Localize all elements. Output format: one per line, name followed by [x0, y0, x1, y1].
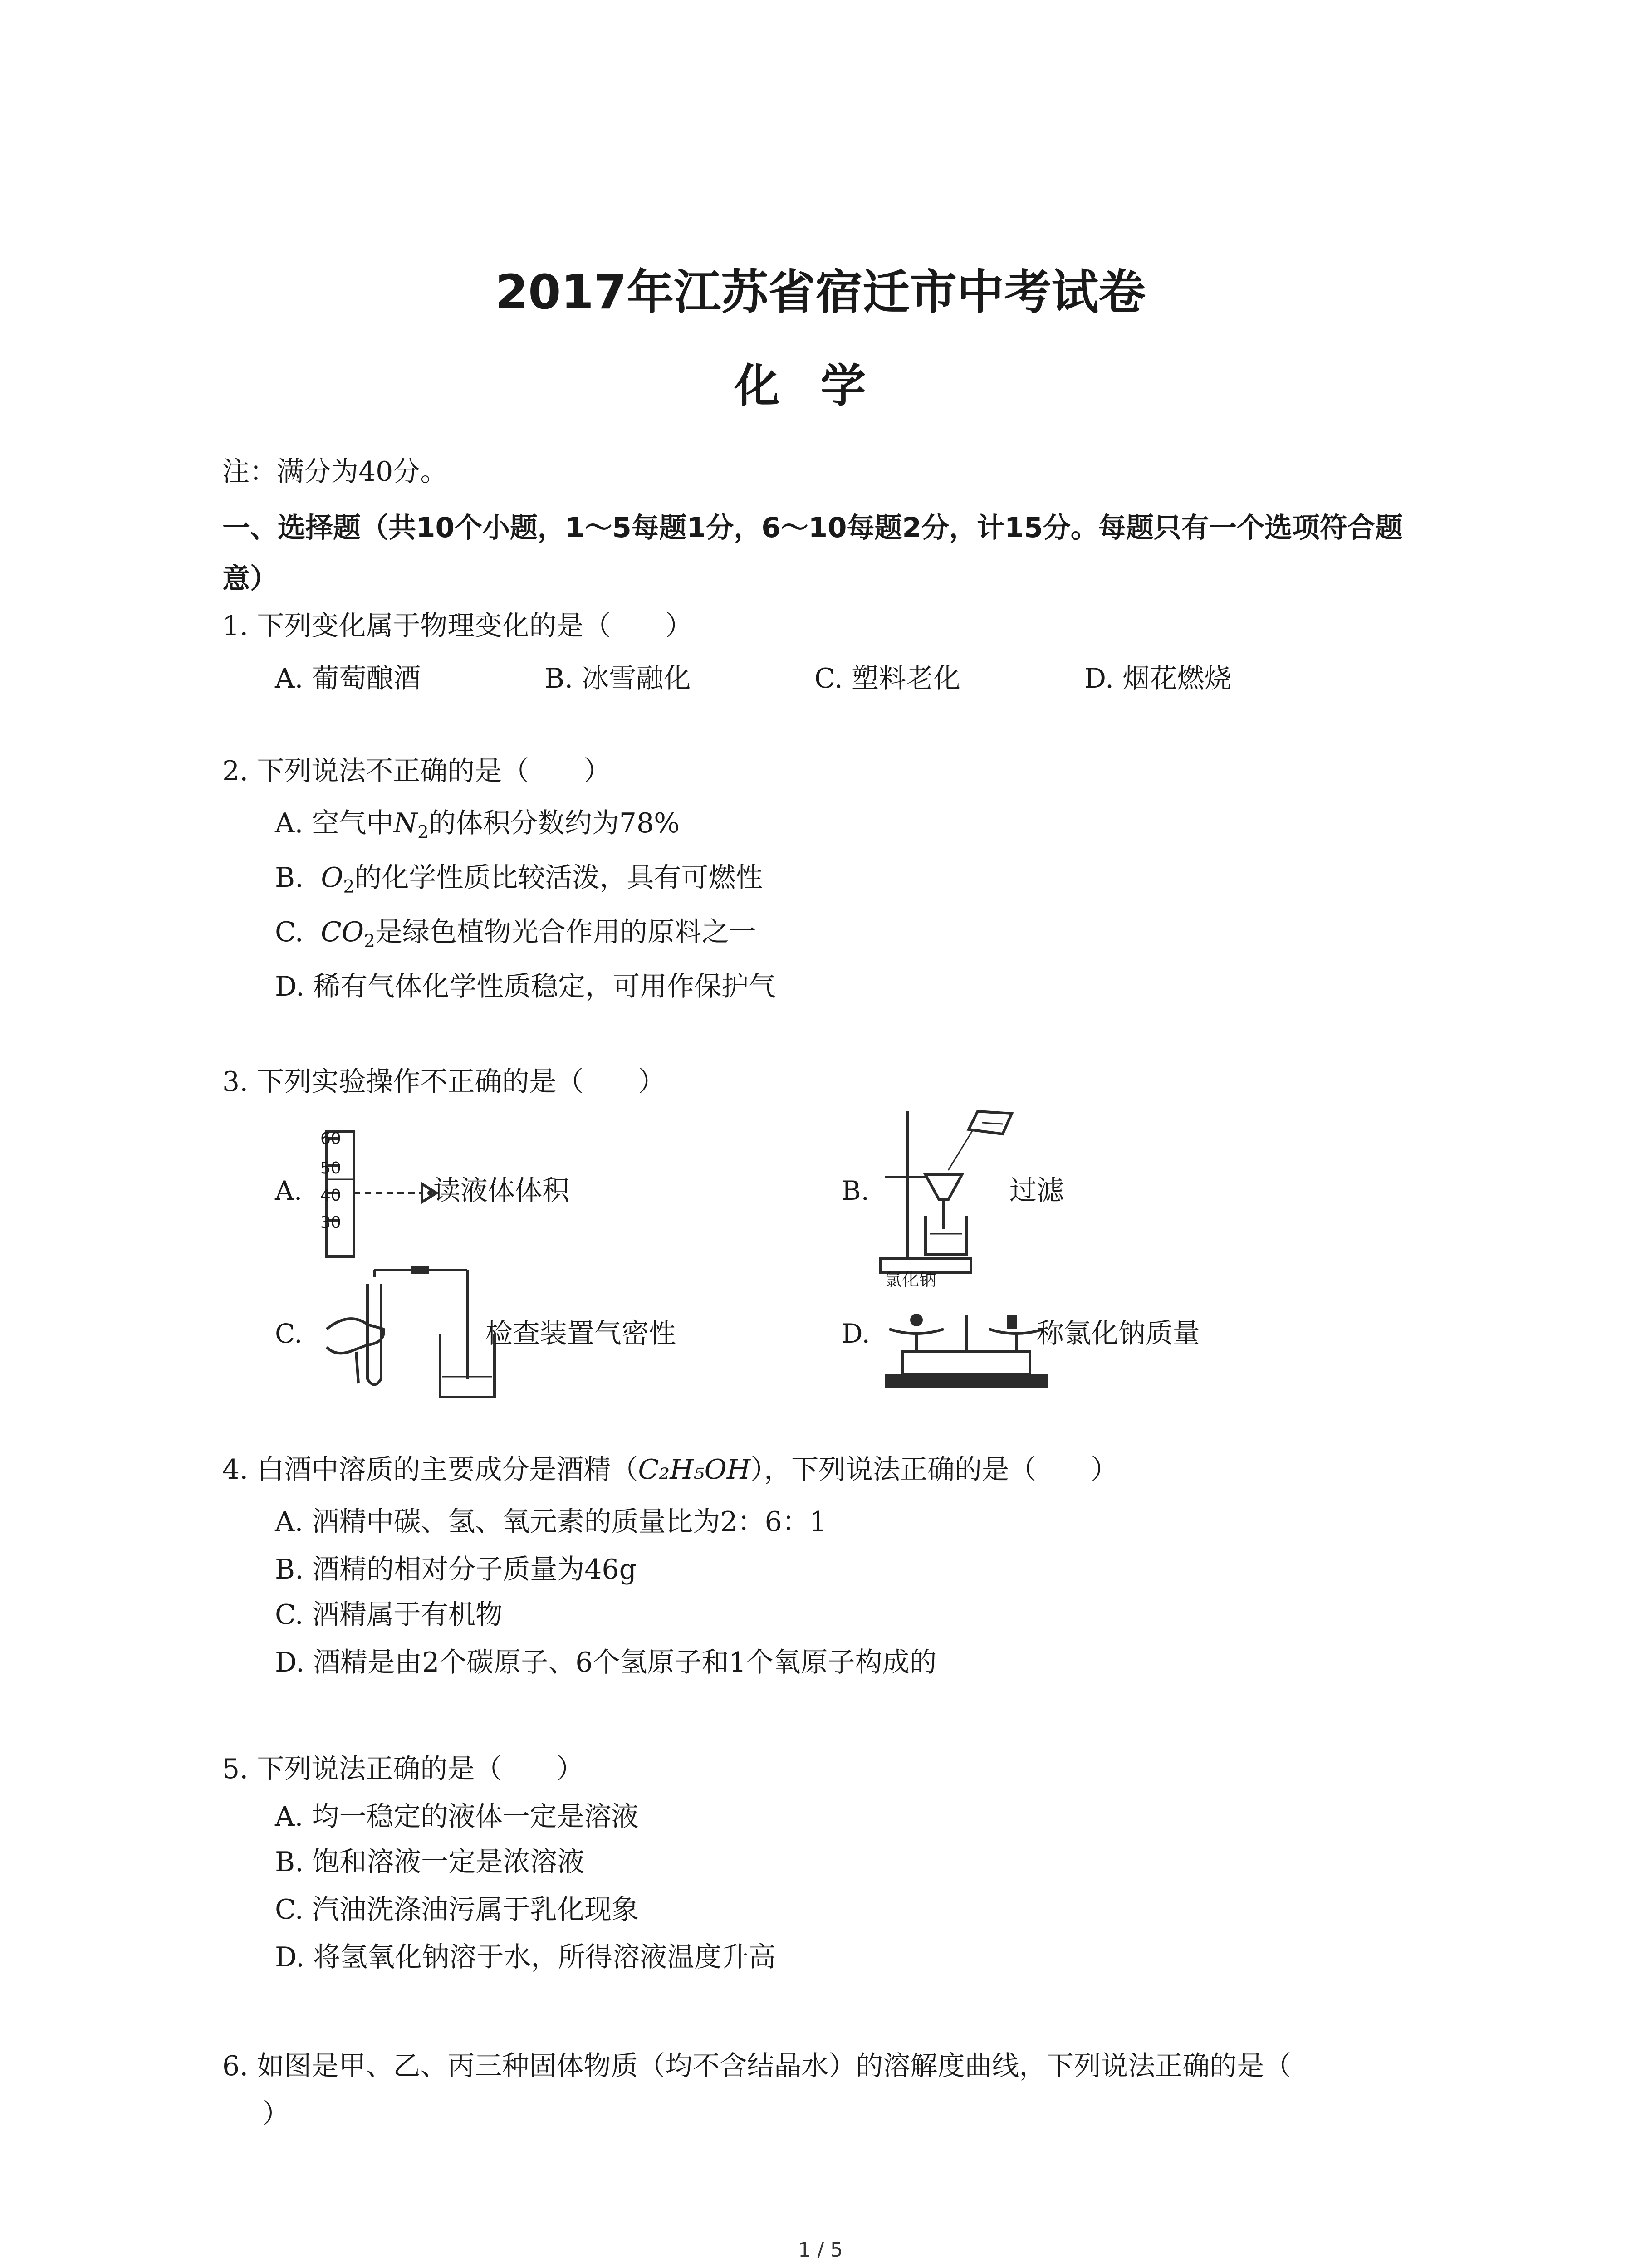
q2-option-c [275, 914, 756, 960]
q4-option-d: D. 酒精是由2个碳原子、6个氢原子和1个氧原子构成的 [275, 1647, 937, 1678]
q5-option-b: B. 饱和溶液一定是浓溶液 [275, 1846, 585, 1878]
q2-c-subscript: 2 [364, 931, 375, 952]
q2-c-prefix: C. [275, 916, 321, 948]
question-1-stem: 1. 下列变化属于物理变化的是（ ） [222, 610, 693, 642]
q2-c-suffix: 是绿色植物光合作用的原料之一 [375, 916, 756, 948]
q3-caption-a: 读液体体积 [433, 1175, 569, 1207]
q5-option-d: D. 将氢氧化钠溶于水，所得溶液温度升高 [275, 1941, 776, 1973]
q2-a-suffix: 的体积分数约为78% [428, 807, 680, 839]
q5-option-c: C. 汽油洗涤油污属于乳化现象 [275, 1894, 639, 1926]
q3-caption-d: 称氯化钠质量 [1037, 1318, 1200, 1349]
q2-a-prefix: A. 空气中 [275, 807, 394, 839]
ethanol-formula: C₂H₅OH [638, 1454, 751, 1486]
q2-b-formula: O [321, 862, 343, 894]
section-heading: 一、选择题（共10个小题，1～5每题1分，6～10每题2分，计15分。每题只有一个选项符合题意） [222, 512, 1403, 595]
question-6-stem: 6. 如图是甲、乙、丙三种固体物质（均不含结晶水）的溶解度曲线，下列说法正确的是（ [222, 2050, 1292, 2082]
q4-stem-prefix: 4. 白酒中溶质的主要成分是酒精（ [222, 1454, 638, 1486]
q2-a-subscript: 2 [417, 822, 429, 843]
q2-a-formula: N [393, 807, 417, 839]
page-title: 2017年江苏省宿迁市中考试卷 [495, 264, 1146, 320]
cylinder-tick-40: 40 [320, 1186, 341, 1205]
cylinder-tick-50: 50 [320, 1159, 341, 1178]
q4-option-c: C. 酒精属于有机物 [275, 1599, 503, 1631]
q2-option-a [275, 805, 680, 851]
q3-label-c: C. [275, 1318, 303, 1349]
q2-option-d: D. 稀有气体化学性质稳定，可用作保护气 [275, 971, 776, 1002]
q4-option-b: B. 酒精的相对分子质量为46g [275, 1554, 637, 1585]
subject-title: 化学 [734, 359, 907, 412]
airtightness-check-illustration [318, 1266, 508, 1402]
q2-option-b [275, 860, 763, 905]
question-4-stem [222, 1452, 1118, 1488]
q4-option-a: A. 酒精中碳、氢、氧元素的质量比为2：6：1 [275, 1506, 827, 1538]
q2-c-formula: CO [321, 916, 364, 948]
q2-b-prefix: B. [275, 862, 321, 894]
q4-stem-suffix: ），下列说法正确的是（ ） [750, 1454, 1118, 1486]
q3-label-b: B. [842, 1175, 870, 1206]
q3-caption-c: 检查装置气密性 [485, 1318, 676, 1349]
question-3-stem: 3. 下列实验操作不正确的是（ ） [222, 1066, 666, 1098]
q2-b-subscript: 2 [343, 877, 355, 897]
q3-label-d: D. [842, 1318, 870, 1349]
q1-option-c: C. 塑料老化 [814, 663, 960, 694]
q3-caption-b: 过滤 [1009, 1175, 1064, 1207]
question-6-stem-end: ） [262, 2098, 289, 2130]
question-2-stem: 2. 下列说法不正确的是（ ） [222, 755, 611, 787]
question-5-stem: 5. 下列说法正确的是（ ） [222, 1753, 584, 1785]
question-1-options [0, 657, 1641, 693]
q1-option-d: D. 烟花燃烧 [1084, 663, 1232, 694]
score-note: 注：满分为40分。 [222, 456, 448, 488]
sodium-chloride-label: 氯化钠 [885, 1270, 937, 1290]
q2-b-suffix: 的化学性质比较活泼，具有可燃性 [354, 862, 763, 894]
cylinder-tick-60: 60 [320, 1129, 341, 1148]
q3-label-a: A. [275, 1175, 303, 1206]
cylinder-tick-30: 30 [320, 1213, 341, 1232]
q5-option-a: A. 均一稳定的液体一定是溶液 [275, 1801, 639, 1833]
q1-option-a: A. 葡萄酿酒 [275, 663, 421, 694]
page-number: 1 / 5 [798, 2239, 843, 2262]
q1-option-b: B. 冰雪融化 [544, 663, 691, 694]
